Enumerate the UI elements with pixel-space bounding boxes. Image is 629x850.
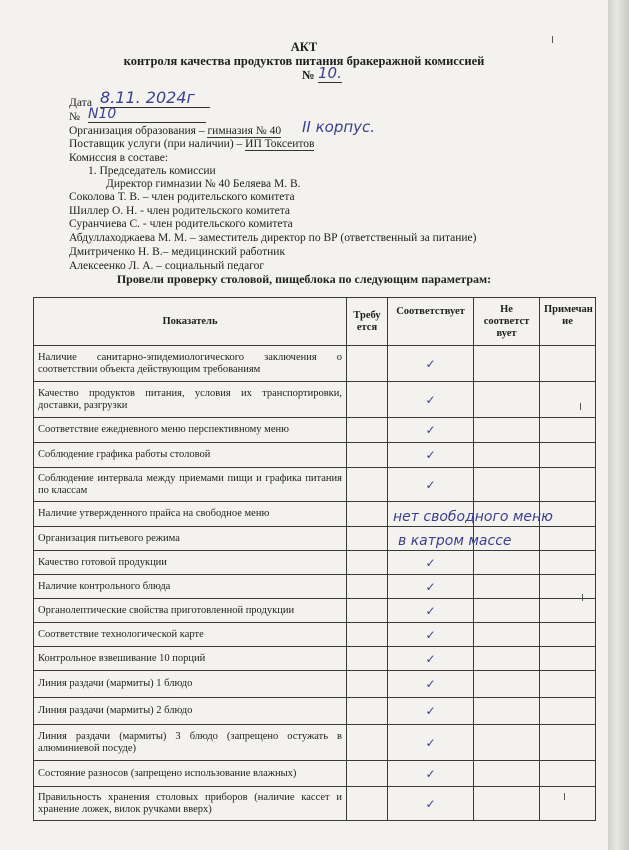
table-row <box>34 418 596 443</box>
table-row <box>34 787 596 821</box>
member-6: Алексеенко Л. А. – социальный педагог <box>69 260 265 272</box>
doc-number-value: 10. <box>318 64 342 82</box>
header-param: Показатель <box>34 298 347 346</box>
org-label: Организация образования – <box>69 125 208 137</box>
header-note: Примечан ие <box>540 298 596 346</box>
row-mark: ✓ <box>388 647 474 671</box>
row-param: Органолептические свойства приготовленной продукции <box>34 599 347 623</box>
table-row <box>34 623 596 647</box>
water-note-handwritten: в катром массе <box>398 533 512 549</box>
row-param: Соответствие технологической карте <box>34 623 347 647</box>
row-mark: ✓ <box>388 418 474 443</box>
header-complies: Соответствует <box>388 298 474 346</box>
number-value: N10 <box>88 106 206 123</box>
row-param: Наличие контрольного блюда <box>34 575 347 599</box>
row-param: Соответствие ежедневного меню перспективному меню <box>34 418 347 443</box>
member-3: Суранчиева С. - член родительского комитета <box>69 218 293 230</box>
date-label: Дата <box>69 97 92 109</box>
member-2: Шиллер О. Н. - член родительского комитета <box>69 205 290 217</box>
row-mark: ✓ <box>388 468 474 502</box>
row-mark: ✓ <box>388 623 474 647</box>
table-row <box>34 443 596 468</box>
chair-label: 1. Председатель комиссии <box>88 165 216 177</box>
table-row <box>34 761 596 787</box>
row-param: Наличие утвержденного прайса на свободное меню <box>34 502 347 527</box>
row-mark: ✓ <box>388 698 474 725</box>
table-row <box>34 698 596 725</box>
supplier-label: Поставщик услуги (при наличии) – <box>69 138 246 150</box>
row-param: Контрольное взвешивание 10 порций <box>34 647 347 671</box>
check-heading: Провели проверку столовой, пищеблока по следующим параметрам: <box>116 272 492 286</box>
doc-subtitle: контроля качества продуктов питания бракеражной комиссией <box>123 54 485 68</box>
row-mark: ✓ <box>388 575 474 599</box>
row-param: Качество продуктов питания, условия их транспортировки, доставки, разгрузки <box>34 382 347 418</box>
pen-mark <box>564 793 565 800</box>
member-4: Абдуллаходжаева М. М. – заместитель директор по ВР (ответственный за питание) <box>69 232 477 244</box>
org-handwritten-note: II корпус. <box>302 118 376 136</box>
row-mark: ✓ <box>388 382 474 418</box>
page-edge <box>608 0 629 850</box>
price-note-handwritten: нет свободного меню <box>393 509 553 525</box>
row-param: Соблюдение интервала между приемами пищи и графика питания по классам <box>34 468 347 502</box>
row-param: Качество готовой продукции <box>34 551 347 575</box>
row-param: Соблюдение графика работы столовой <box>34 443 347 468</box>
row-param: Правильность хранения столовых приборов (наличие кассет и хранение ложек, вилок ручками вверх) <box>34 787 347 821</box>
table-row <box>34 599 596 623</box>
table-row <box>34 725 596 761</box>
doc-title: АКТ <box>290 40 318 54</box>
table-row <box>34 382 596 418</box>
pen-mark <box>552 36 553 43</box>
table-row <box>34 671 596 698</box>
row-mark: ✓ <box>388 761 474 787</box>
row-param: Линия раздачи (мармиты) 2 блюдо <box>34 698 347 725</box>
row-param: Линия раздачи (мармиты) 3 блюдо (запрещено остужать в алюминиевой посуде) <box>34 725 347 761</box>
pen-mark <box>582 594 583 601</box>
doc-number-label: № <box>302 68 315 82</box>
row-param: Организация питьевого режима <box>34 527 347 551</box>
row-param: Линия раздачи (мармиты) 1 блюдо <box>34 671 347 698</box>
row-param: Наличие санитарно-эпидемиологического заключения о соответствии объекта действующим требованиям <box>34 346 347 382</box>
row-mark: ✓ <box>388 346 474 382</box>
row-mark: ✓ <box>388 443 474 468</box>
number-label: № <box>69 111 80 123</box>
date-value: 8.11. 2024г <box>100 88 210 108</box>
chair-name: Директор гимназии № 40 Беляева М. В. <box>106 178 301 190</box>
header-not-complies: Не соответст вует <box>474 298 540 346</box>
org-value: гимназия № 40 <box>207 125 282 137</box>
row-mark: ✓ <box>388 551 474 575</box>
checks-table <box>33 297 596 821</box>
row-mark: ✓ <box>388 787 474 821</box>
member-1: Соколова Т. В. – член родительского комитета <box>69 191 295 203</box>
table-row <box>34 551 596 575</box>
table-row <box>34 468 596 502</box>
header-required: Требу ется <box>347 298 388 346</box>
table-row <box>34 346 596 382</box>
table-row <box>34 647 596 671</box>
member-5: Дмитриченко Н. В.– медицинский работник <box>69 246 286 258</box>
row-mark: ✓ <box>388 671 474 698</box>
table-header-row <box>34 298 596 346</box>
pen-mark <box>580 403 581 410</box>
supplier-value: ИП Токсеитов <box>245 138 315 150</box>
row-param: Состояние разносов (запрещено использование влажных) <box>34 761 347 787</box>
row-mark: ✓ <box>388 599 474 623</box>
row-mark: ✓ <box>388 725 474 761</box>
commission-label: Комиссия в составе: <box>69 152 169 164</box>
table-row <box>34 575 596 599</box>
